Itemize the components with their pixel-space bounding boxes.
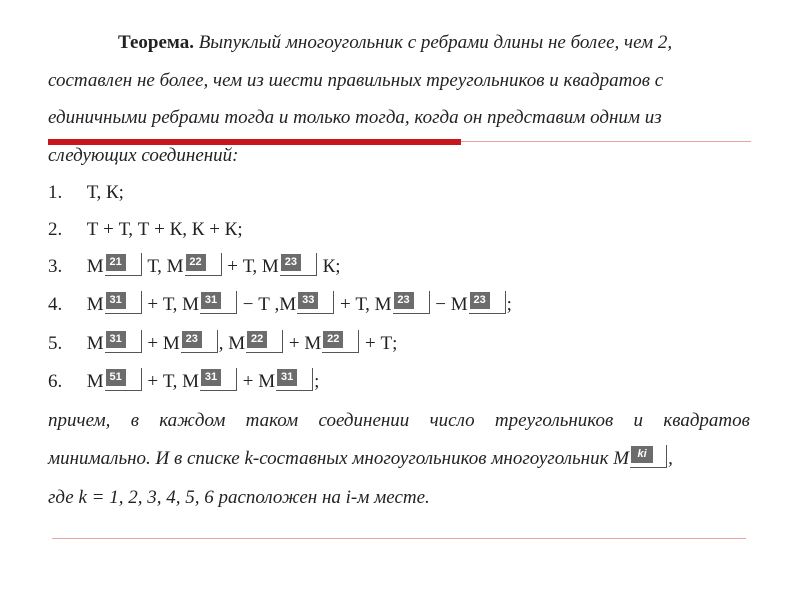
text: минимально. И в списке k-составных многоугольников многоугольник M	[48, 448, 630, 469]
conclusion-line-3: где k = 1, 2, 3, 4, 5, 6 расположен на i-м месте.	[48, 487, 430, 508]
subscript-box	[181, 330, 218, 353]
subscript-box	[280, 253, 317, 276]
conclusion-line-1	[48, 406, 750, 436]
text: + M	[142, 333, 180, 354]
text: ,	[668, 448, 673, 469]
subscript-box	[200, 368, 237, 391]
subscript-box	[276, 368, 313, 391]
text: + Т;	[360, 333, 398, 354]
list-number: 3.	[48, 256, 63, 277]
subscript-box	[393, 291, 430, 314]
subscript-box	[200, 291, 237, 314]
list-item	[48, 252, 750, 282]
subscript-index: 23	[182, 331, 202, 348]
text: − Т ,M	[237, 294, 297, 315]
subscript-box	[105, 368, 142, 391]
word: и	[633, 410, 644, 431]
theorem-line-1	[118, 28, 750, 58]
word: причем,	[48, 410, 111, 431]
text: M	[86, 333, 104, 354]
subscript-index: 31	[106, 292, 126, 309]
text: + Т, M	[335, 294, 392, 315]
text: ;	[314, 371, 320, 392]
subscript-index: 23	[281, 254, 301, 271]
subscript-box	[297, 291, 334, 314]
list-item	[48, 178, 750, 208]
text: ;	[506, 294, 512, 315]
subscript-index: 31	[106, 331, 126, 348]
list-number: 2.	[48, 219, 63, 240]
theorem-line-4: следующих соединений:	[48, 145, 239, 166]
word: в	[130, 410, 139, 431]
text: M	[86, 256, 104, 277]
text: + Т, M	[142, 371, 199, 392]
list-number: 4.	[48, 294, 63, 315]
list-item-text: Т + Т, Т + К, К + К;	[86, 219, 243, 240]
theorem-line-3: единичными ребрами тогда и только тогда, когда он представим одним из	[48, 107, 662, 128]
text: − M	[430, 294, 468, 315]
list-item	[48, 290, 750, 320]
list-number: 6.	[48, 371, 63, 392]
subscript-index: 31	[201, 369, 221, 386]
conclusion-line-2	[48, 444, 750, 474]
list-item-text: Т, К;	[86, 182, 124, 203]
subscript-index: 23	[394, 292, 414, 309]
subscript-box	[185, 253, 222, 276]
text: К;	[317, 256, 341, 277]
word: квадратов	[663, 410, 750, 431]
subscript-index: 31	[277, 369, 297, 386]
text: M	[86, 371, 104, 392]
subscript-index: 31	[201, 292, 221, 309]
word: соединении	[318, 410, 410, 431]
divider-bottom	[52, 538, 746, 539]
list-item	[48, 367, 750, 397]
theorem-line-1-text: Выпуклый многоугольник с ребрами длины не более, чем 2,	[198, 32, 673, 53]
subscript-index: ki	[631, 446, 653, 463]
subscript-index: 23	[470, 292, 490, 309]
list-number: 1.	[48, 182, 63, 203]
subscript-box	[105, 330, 142, 353]
text: + Т, M	[142, 294, 199, 315]
text: M	[86, 294, 104, 315]
subscript-box	[105, 253, 142, 276]
theorem-line-2: составлен не более, чем из шести правильных треугольников и квадратов с	[48, 70, 664, 91]
subscript-index: 21	[106, 254, 126, 271]
list-item	[48, 215, 750, 245]
word: каждом	[159, 410, 226, 431]
text: , M	[218, 333, 246, 354]
text: + Т, M	[222, 256, 279, 277]
subscript-index: 22	[247, 331, 267, 348]
subscript-index: 33	[298, 292, 318, 309]
subscript-box	[105, 291, 142, 314]
subscript-box	[246, 330, 283, 353]
word: таком	[245, 410, 299, 431]
list-number: 5.	[48, 333, 63, 354]
word: число	[429, 410, 475, 431]
subscript-index: 22	[323, 331, 343, 348]
subscript-box	[630, 445, 667, 468]
text: Т, M	[142, 256, 184, 277]
subscript-box	[322, 330, 359, 353]
subscript-box	[469, 291, 506, 314]
subscript-index: 22	[186, 254, 206, 271]
list-item	[48, 329, 750, 359]
text: + M	[237, 371, 276, 392]
subscript-index: 51	[106, 369, 126, 386]
word: треугольников	[494, 410, 614, 431]
theorem-label: Теорема.	[118, 32, 194, 53]
text: + M	[284, 333, 322, 354]
